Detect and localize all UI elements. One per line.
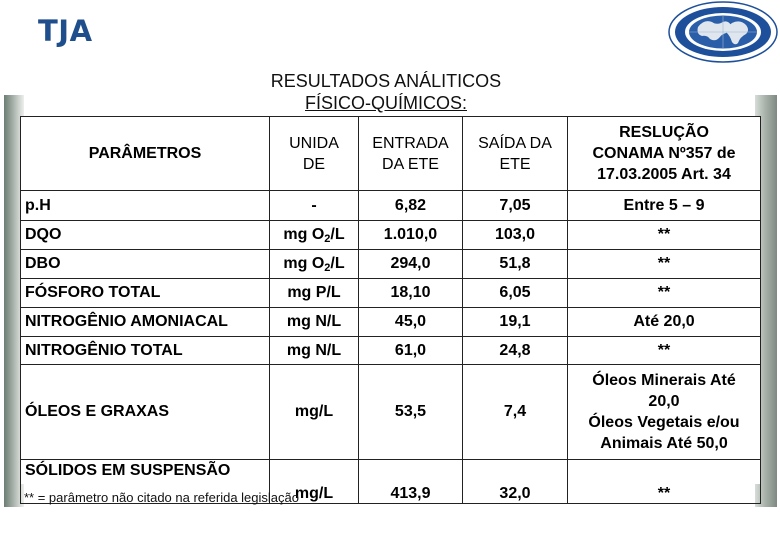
limit-cell: ** xyxy=(568,221,761,250)
table-row xyxy=(21,221,761,250)
inlet-cell: 61,0 xyxy=(359,337,463,365)
inlet-cell: 1.010,0 xyxy=(359,221,463,250)
limit-cell: Óleos Minerais Até 20,0 Óleos Vegetais e/ou Animais Até 50,0 xyxy=(568,365,761,460)
outlet-cell: 7,05 xyxy=(463,191,568,221)
table-row xyxy=(21,250,761,279)
table-row xyxy=(21,365,761,460)
unit-cell: mg N/L xyxy=(270,308,359,337)
seal-logo xyxy=(668,1,778,63)
param-cell: DBO xyxy=(21,250,270,279)
col-header-limit: RESLUÇÃO CONAMA Nº357 de 17.03.2005 Art. 34 xyxy=(568,117,761,191)
param-cell: ÓLEOS E GRAXAS xyxy=(21,365,270,460)
unit-cell: mg $O_2/L$ xyxy=(270,250,359,279)
unit-cell: mg N/L xyxy=(270,337,359,365)
limit-cell: ** xyxy=(568,337,761,365)
table-row xyxy=(21,191,761,221)
unit-cell: mg P/L xyxy=(270,279,359,308)
inlet-cell: 45,0 xyxy=(359,308,463,337)
col-header-outlet: SAÍDA DA ETE xyxy=(463,117,568,191)
limit-cell: Entre 5 – 9 xyxy=(568,191,761,221)
outlet-cell: 24,8 xyxy=(463,337,568,365)
col-header-unit: UNIDA DE xyxy=(270,117,359,191)
header-row xyxy=(21,117,761,191)
param-cell: p.H xyxy=(21,191,270,221)
table-row xyxy=(21,308,761,337)
outlet-cell: 103,0 xyxy=(463,221,568,250)
table-row xyxy=(21,279,761,308)
unit-cell: mg $O_2/L$ xyxy=(270,221,359,250)
outlet-cell: 7,4 xyxy=(463,365,568,460)
limit-cell: Até 20,0 xyxy=(568,308,761,337)
outlet-cell: 51,8 xyxy=(463,250,568,279)
param-cell: DQO xyxy=(21,221,270,250)
footnote: ** = parâmetro não citado na referida legislação xyxy=(24,490,299,505)
col-header-parameters: PARÂMETROS xyxy=(21,117,270,191)
results-table xyxy=(20,116,761,504)
param-cell: FÓSFORO TOTAL xyxy=(21,279,270,308)
inlet-cell: 294,0 xyxy=(359,250,463,279)
col-header-inlet: ENTRADA DA ETE xyxy=(359,117,463,191)
limit-cell: ** xyxy=(568,250,761,279)
inlet-cell: 413,9 xyxy=(359,460,463,504)
outlet-cell: 19,1 xyxy=(463,308,568,337)
title-line-1: RESULTADOS ANÁLITICOS xyxy=(270,71,502,91)
slide-title xyxy=(226,70,546,114)
unit-cell: mg/L xyxy=(270,365,359,460)
outlet-cell: 32,0 xyxy=(463,460,568,504)
unit-cell: - xyxy=(270,191,359,221)
limit-cell: ** xyxy=(568,460,761,504)
param-cell: SÓLIDOS EM SUSPENSÃO xyxy=(21,460,270,504)
inlet-cell: 18,10 xyxy=(359,279,463,308)
param-cell: NITROGÊNIO TOTAL xyxy=(21,337,270,365)
title-line-2: FÍSICO-QUÍMICOS: xyxy=(305,93,467,113)
inlet-cell: 53,5 xyxy=(359,365,463,460)
limit-cell: ** xyxy=(568,279,761,308)
outlet-cell: 6,05 xyxy=(463,279,568,308)
param-cell: NITROGÊNIO AMONIACAL xyxy=(21,308,270,337)
inlet-cell: 6,82 xyxy=(359,191,463,221)
brand-logo-text: TJA xyxy=(38,14,93,48)
table-row xyxy=(21,337,761,365)
unit-cell: mg/L xyxy=(270,460,359,504)
